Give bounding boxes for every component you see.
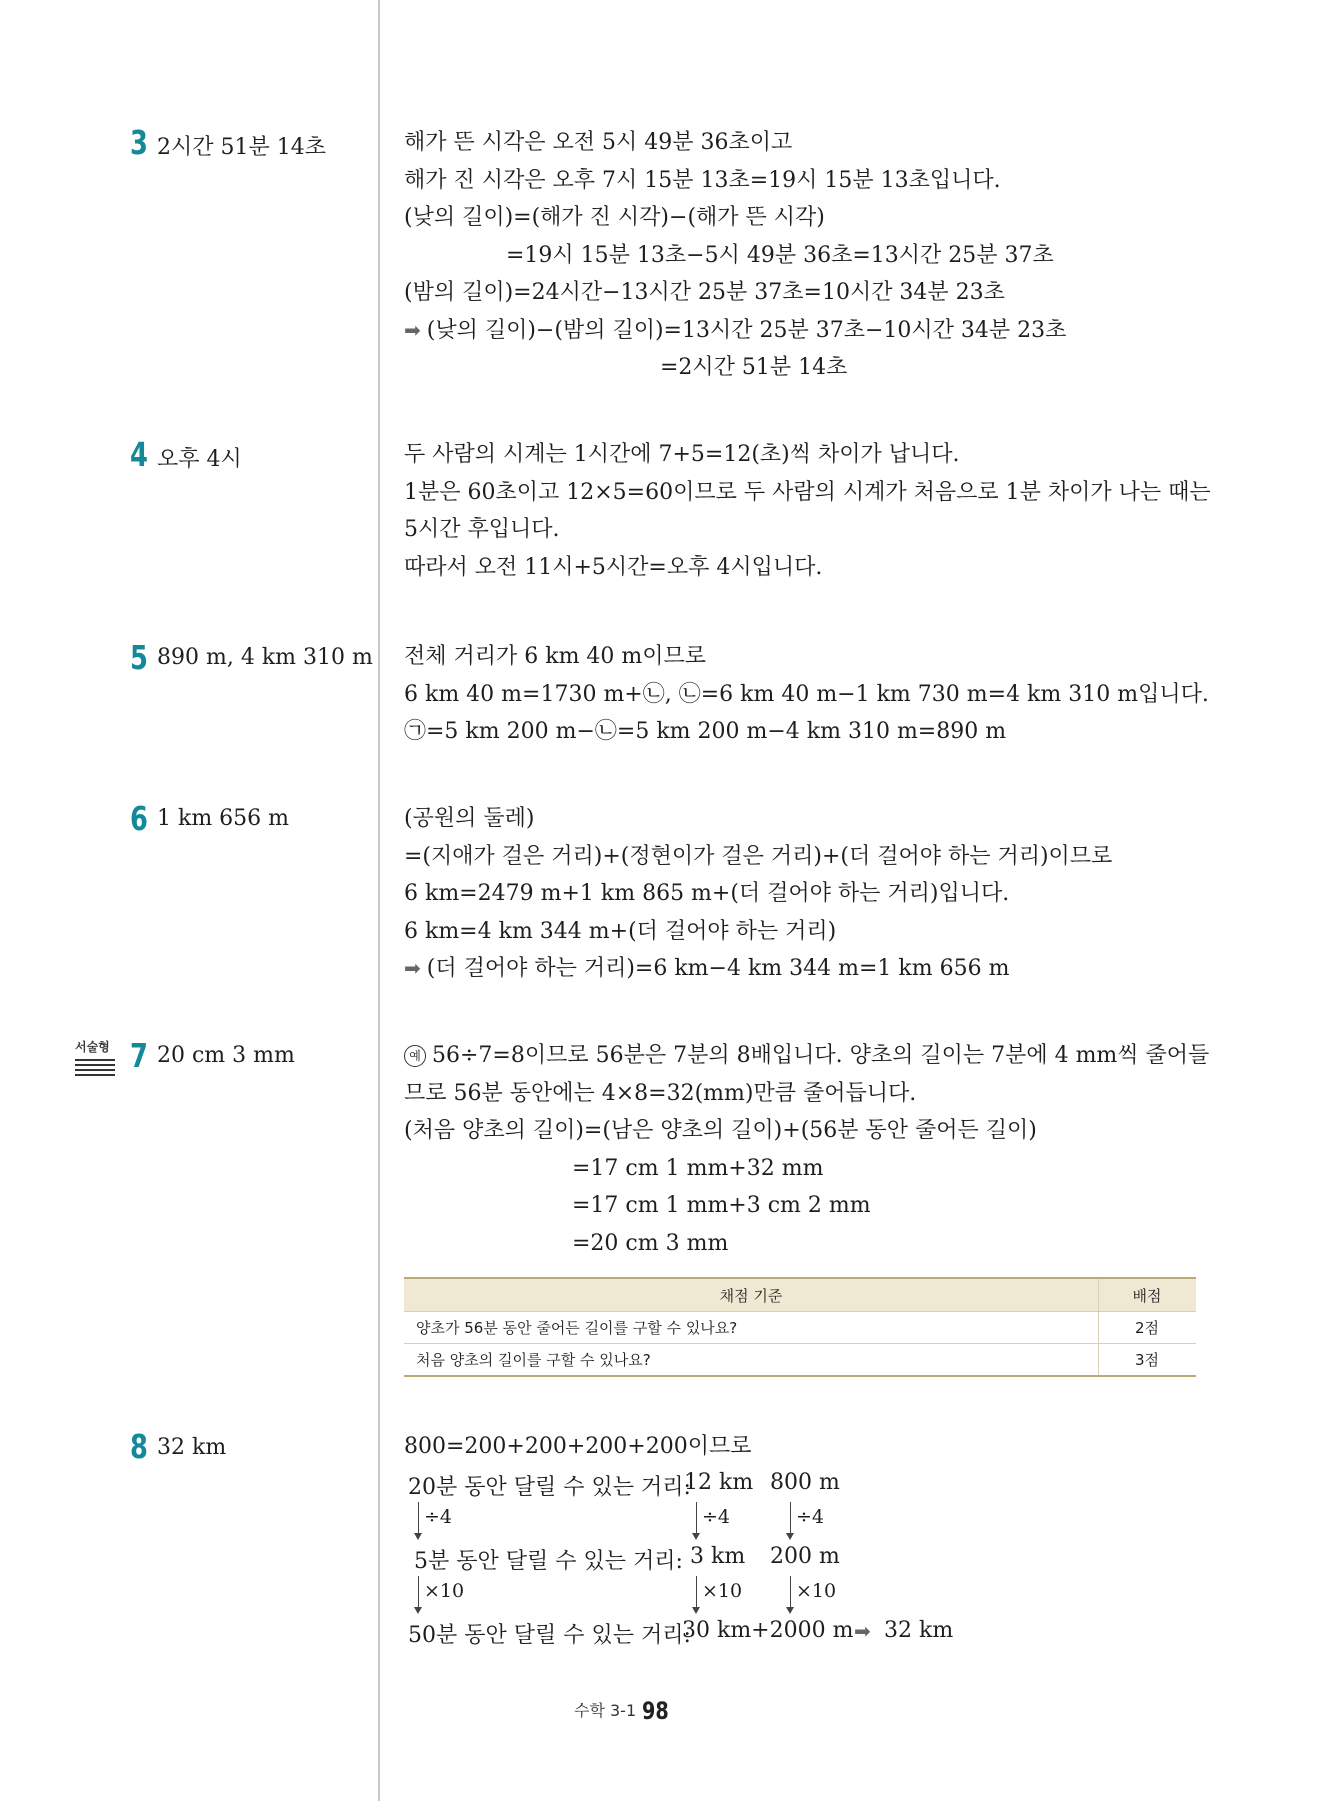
problem-explanation [404, 436, 1211, 586]
problem-answer: 오후 4시 [157, 447, 242, 472]
operation-label: ÷4 [796, 1506, 825, 1528]
explanation-line: (밤의 길이)=24시간−13시간 25분 37초=10시간 34분 23초 [404, 280, 1005, 305]
example-badge: 예 [404, 1045, 426, 1067]
explanation-line: =17 cm 1 mm+3 cm 2 mm [572, 1193, 871, 1218]
descriptive-tag [75, 1038, 119, 1079]
problem-number: 6 [130, 799, 148, 838]
down-arrow-icon [790, 1502, 791, 1534]
scoring-points: 3점 [1099, 1344, 1197, 1377]
scoring-criteria: 처음 양초의 길이를 구할 수 있나요? [404, 1344, 1099, 1377]
problem-explanation [404, 800, 1112, 988]
row-value-m: 200 m [770, 1544, 840, 1569]
row-label: 50분 동안 달릴 수 있는 거리: [408, 1623, 691, 1648]
explanation-line: 므로 56분 동안에는 4×8=32(mm)만큼 줄어듭니다. [404, 1080, 917, 1106]
explanation-line: (낮의 길이)=(해가 진 시각)−(해가 뜬 시각) [404, 205, 825, 230]
operation-label: ×10 [424, 1580, 465, 1602]
explanation-line: =19시 15분 13초−5시 49분 36초=13시간 25분 37초 [506, 242, 1054, 268]
row-label: 20분 동안 달릴 수 있는 거리: [408, 1475, 691, 1500]
scoring-points-header: 배점 [1099, 1278, 1197, 1312]
column-divider [378, 0, 380, 1801]
distance-diagram [404, 1466, 1004, 1686]
lines-icon [75, 1059, 119, 1076]
problem-number: 4 [130, 435, 148, 474]
book-title: 수학 3-1 [574, 1701, 637, 1720]
explanation-line: ㉠=5 km 200 m−㉡=5 km 200 m−4 km 310 m=890 m [404, 719, 1007, 744]
explanation-line: 6 km 40 m=1730 m+㉡, ㉡=6 km 40 m−1 km 730 m=4 km 310 m입니다. [404, 681, 1209, 707]
operation-label: ÷4 [424, 1506, 453, 1528]
problem-number: 5 [130, 638, 148, 677]
explanation-line: 따라서 오전 11시+5시간=오후 4시입니다. [404, 554, 823, 580]
explanation-line: =17 cm 1 mm+32 mm [572, 1155, 824, 1181]
explanation-line: 전체 거리가 6 km 40 m이므로 [404, 644, 707, 669]
problem-explanation [404, 1037, 1209, 1262]
arrow-right-icon: ➡ [404, 956, 421, 980]
down-arrow-icon [790, 1576, 791, 1608]
scoring-table [404, 1277, 1196, 1377]
arrow-right-icon: ➡ [854, 1619, 871, 1643]
explanation-line: 6 km=2479 m+1 km 865 m+(더 걸어야 하는 거리)입니다. [404, 881, 1010, 906]
down-arrow-icon [696, 1576, 697, 1608]
explanation-line: 두 사람의 시계는 1시간에 7+5=12(초)씩 차이가 납니다. [404, 442, 960, 467]
explanation-line: 800=200+200+200+200이므로 [404, 1434, 752, 1459]
explanation-line: =(지애가 걸은 거리)+(정현이가 걸은 거리)+(더 걸어야 하는 거리)이므로 [404, 843, 1113, 869]
explanation-line: 1분은 60초이고 12×5=60이므로 두 사람의 시계가 처음으로 1분 차이가 나는 때는 [404, 479, 1211, 505]
page-number: 98 [642, 1697, 669, 1725]
problem-answer: 32 km [157, 1435, 227, 1460]
down-arrow-icon [418, 1576, 419, 1608]
explanation-line: =2시간 51분 14초 [660, 355, 848, 380]
explanation-line: (공원의 둘레) [404, 806, 535, 831]
scoring-header-row [404, 1278, 1196, 1312]
table-row [404, 1344, 1196, 1377]
row-value-sum: 30 km+2000 m [682, 1618, 854, 1643]
row-value-km: 3 km [690, 1544, 746, 1569]
scoring-points: 2점 [1099, 1312, 1197, 1344]
explanation-line: =20 cm 3 mm [572, 1230, 729, 1256]
problem-number: 8 [130, 1427, 148, 1466]
final-answer: 32 km [884, 1618, 954, 1643]
problem-answer: 20 cm 3 mm [157, 1043, 295, 1068]
explanation-line: (낮의 길이)−(밤의 길이)=13시간 25분 37초−10시간 34분 23초 [426, 317, 1067, 343]
explanation-line: (더 걸어야 하는 거리)=6 km−4 km 344 m=1 km 656 m [426, 956, 1010, 981]
scoring-criteria: 양초가 56분 동안 줄어든 길이를 구할 수 있나요? [404, 1312, 1099, 1344]
operation-label: ×10 [796, 1580, 837, 1602]
descriptive-tag-label: 서술형 [75, 1040, 110, 1054]
problem-explanation [404, 638, 1209, 751]
problem-answer: 890 m, 4 km 310 m [157, 645, 373, 670]
explanation-line: 해가 진 시각은 오후 7시 15분 13초=19시 15분 13초입니다. [404, 167, 1001, 193]
problem-explanation [404, 124, 1066, 387]
row-label: 5분 동안 달릴 수 있는 거리: [414, 1549, 683, 1574]
row-value-m: 800 m [770, 1470, 840, 1495]
scoring-criteria-header: 채점 기준 [404, 1278, 1099, 1312]
problem-number: 7 [130, 1036, 148, 1075]
down-arrow-icon [696, 1502, 697, 1534]
problem-number: 3 [130, 123, 148, 162]
explanation-line: 6 km=4 km 344 m+(더 걸어야 하는 거리) [404, 918, 837, 944]
table-row [404, 1312, 1196, 1344]
operation-label: ÷4 [702, 1506, 731, 1528]
problem-answer: 2시간 51분 14초 [157, 135, 326, 160]
explanation-line: (처음 양초의 길이)=(남은 양초의 길이)+(56분 동안 줄어든 길이) [404, 1118, 1037, 1143]
page-footer [574, 1697, 676, 1725]
problem-answer: 1 km 656 m [157, 806, 290, 831]
row-value-km: 12 km [684, 1470, 754, 1495]
operation-label: ×10 [702, 1580, 743, 1602]
explanation-line: 5시간 후입니다. [404, 517, 560, 542]
explanation-line: 56÷7=8이므로 56분은 7분의 8배입니다. 양초의 길이는 7분에 4 mm씩 줄어들 [432, 1043, 1210, 1068]
down-arrow-icon [418, 1502, 419, 1534]
arrow-right-icon: ➡ [404, 317, 421, 342]
explanation-line: 해가 뜬 시각은 오전 5시 49분 36초이고 [404, 130, 793, 155]
